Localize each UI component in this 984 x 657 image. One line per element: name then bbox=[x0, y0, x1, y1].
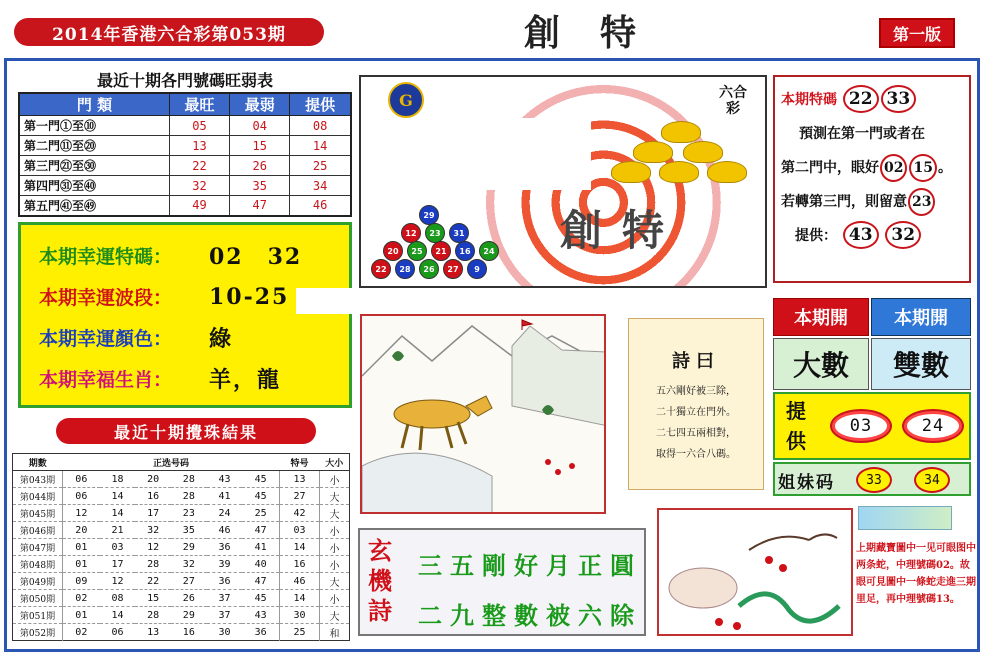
issue-cell: 第049期 bbox=[13, 573, 63, 590]
door-row bbox=[19, 196, 351, 216]
big-small-cell: 小 bbox=[320, 471, 350, 488]
number-cell: 14 bbox=[100, 607, 136, 624]
lottery-ball: 25 bbox=[407, 241, 427, 261]
big-small-cell: 大 bbox=[320, 505, 350, 522]
results-row bbox=[13, 505, 350, 522]
number-cell: 36 bbox=[207, 573, 243, 590]
big-small-cell: 和 bbox=[320, 624, 350, 641]
number-cell: 30 bbox=[207, 624, 243, 641]
number-cell: 13 bbox=[135, 624, 171, 641]
col-header: 最弱 bbox=[230, 93, 290, 116]
number-cell: 29 bbox=[171, 539, 207, 556]
lucky-row bbox=[39, 235, 331, 276]
col-header: 提供 bbox=[290, 93, 351, 116]
number-cell: 45 bbox=[242, 488, 279, 505]
door-cell-min: 47 bbox=[230, 196, 290, 216]
sister-code: 33 bbox=[856, 467, 892, 493]
results-row bbox=[13, 488, 350, 505]
number-cell: 35 bbox=[171, 522, 207, 539]
poem-title: 詩曰 bbox=[672, 351, 720, 372]
number-cell: 46 bbox=[207, 522, 243, 539]
special-number-cell: 30 bbox=[280, 607, 320, 624]
results-row bbox=[13, 624, 350, 641]
door-cell-label: 第三門㉑至㉚ bbox=[19, 156, 169, 176]
door-table bbox=[18, 92, 352, 217]
number-cell: 40 bbox=[242, 556, 279, 573]
number-cell: 20 bbox=[63, 522, 100, 539]
door-cell-prov: 34 bbox=[290, 176, 351, 196]
col-header: 特号 bbox=[280, 454, 320, 471]
number-cell: 45 bbox=[242, 471, 279, 488]
results-header bbox=[13, 454, 350, 471]
col-header: 正选号码 bbox=[63, 454, 280, 471]
big-small-cell: 小 bbox=[320, 556, 350, 573]
line-prefix: 第二門中，眼好 bbox=[781, 160, 879, 176]
provide-code-value: 03 bbox=[835, 414, 887, 438]
big-small-cell: 大 bbox=[320, 488, 350, 505]
page-title: 創特 bbox=[523, 11, 676, 54]
special-label: 本期特碼 bbox=[781, 92, 837, 108]
ox-painting bbox=[360, 314, 606, 514]
lottery-ball: 20 bbox=[383, 241, 403, 261]
banner-title: 創特 bbox=[560, 206, 685, 255]
issue-cell: 第052期 bbox=[13, 624, 63, 641]
number-cell: 01 bbox=[63, 607, 100, 624]
number-cell: 14 bbox=[100, 505, 136, 522]
number-cell: 37 bbox=[207, 590, 243, 607]
number-cell: 41 bbox=[242, 539, 279, 556]
number-cell: 28 bbox=[171, 471, 207, 488]
door-cell-label: 第五門㊶至㊾ bbox=[19, 196, 169, 216]
special-text-line bbox=[781, 151, 963, 185]
special-number-cell: 14 bbox=[280, 539, 320, 556]
results-row bbox=[13, 522, 350, 539]
results-row bbox=[13, 539, 350, 556]
number-cell: 20 bbox=[135, 471, 171, 488]
door-cell-min: 35 bbox=[230, 176, 290, 196]
number-cell: 39 bbox=[207, 556, 243, 573]
masked-area bbox=[386, 118, 591, 190]
gold-ingot bbox=[661, 121, 701, 143]
lucky-value: 綠 bbox=[209, 326, 234, 352]
door-table-header bbox=[19, 93, 351, 116]
provide-label: 提供： bbox=[795, 228, 837, 244]
logo-icon: G bbox=[388, 82, 424, 118]
provide-code bbox=[902, 409, 964, 443]
number-cell: 28 bbox=[171, 488, 207, 505]
number-cell: 27 bbox=[171, 573, 207, 590]
gold-ingot bbox=[707, 161, 747, 183]
number-cell: 03 bbox=[100, 539, 136, 556]
code-circle: 22 bbox=[843, 85, 879, 113]
lottery-ball: 9 bbox=[467, 259, 487, 279]
number-cell: 28 bbox=[135, 556, 171, 573]
results-row bbox=[13, 607, 350, 624]
number-cell: 25 bbox=[242, 505, 279, 522]
number-cell: 23 bbox=[171, 505, 207, 522]
special-provide-line bbox=[781, 219, 963, 253]
number-cell: 43 bbox=[242, 607, 279, 624]
special-number-cell: 27 bbox=[280, 488, 320, 505]
col-header: 大小 bbox=[320, 454, 350, 471]
number-cell: 15 bbox=[135, 590, 171, 607]
number-cell: 45 bbox=[242, 590, 279, 607]
col-header: 期數 bbox=[13, 454, 63, 471]
lucky-label: 本期幸福生肖： bbox=[39, 369, 173, 391]
lottery-ball: 21 bbox=[431, 241, 451, 261]
lucky-row bbox=[39, 276, 331, 317]
edition-badge: 第一版 bbox=[879, 18, 955, 48]
results-table bbox=[12, 453, 350, 641]
lottery-ball: 27 bbox=[443, 259, 463, 279]
door-cell-min: 26 bbox=[230, 156, 290, 176]
door-row bbox=[19, 136, 351, 156]
door-cell-max: 32 bbox=[169, 176, 229, 196]
stamp-image bbox=[858, 506, 952, 530]
special-text-line: 預測在第一門或者在 bbox=[799, 126, 925, 142]
provide-code bbox=[830, 409, 892, 443]
door-cell-max: 22 bbox=[169, 156, 229, 176]
mystery-label: 玄機詩 bbox=[368, 536, 392, 625]
door-cell-prov: 46 bbox=[290, 196, 351, 216]
number-cell: 28 bbox=[135, 607, 171, 624]
col-header: 門 類 bbox=[19, 93, 169, 116]
lottery-ball: 24 bbox=[479, 241, 499, 261]
issue-cell: 第051期 bbox=[13, 607, 63, 624]
number-cell: 08 bbox=[100, 590, 136, 607]
line-prefix: 若轉第三門，則留意 bbox=[781, 194, 907, 210]
poem-line: 五六剛好被三除， bbox=[656, 386, 736, 397]
poem-line: 二十獨立在門外。 bbox=[656, 407, 736, 418]
lucky-label: 本期幸運波段： bbox=[39, 287, 173, 309]
provide-code-value: 24 bbox=[907, 414, 959, 438]
big-small-cell: 小 bbox=[320, 590, 350, 607]
big-small-cell: 小 bbox=[320, 522, 350, 539]
door-row bbox=[19, 116, 351, 136]
code-circle: 23 bbox=[908, 188, 935, 216]
masked-strip bbox=[296, 288, 784, 314]
poem-scroll bbox=[628, 318, 764, 490]
door-cell-prov: 25 bbox=[290, 156, 351, 176]
odd-even-value: 雙數 bbox=[871, 338, 971, 390]
special-number-cell: 14 bbox=[280, 590, 320, 607]
lucky-value: 羊，龍 bbox=[209, 367, 282, 393]
special-code-panel bbox=[773, 75, 971, 283]
door-cell-prov: 08 bbox=[290, 116, 351, 136]
number-cell: 21 bbox=[100, 522, 136, 539]
number-cell: 09 bbox=[63, 573, 100, 590]
number-cell: 02 bbox=[63, 590, 100, 607]
door-cell-prov: 14 bbox=[290, 136, 351, 156]
odd-even-header: 本期開 bbox=[871, 298, 971, 336]
door-row bbox=[19, 176, 351, 196]
code-circle: 15 bbox=[909, 154, 936, 182]
lottery-ball: 29 bbox=[419, 205, 439, 225]
code-circle: 02 bbox=[880, 154, 907, 182]
number-cell: 01 bbox=[63, 539, 100, 556]
results-row bbox=[13, 590, 350, 607]
lucky-label: 本期幸運特碼： bbox=[39, 246, 173, 268]
special-number-cell: 25 bbox=[280, 624, 320, 641]
door-cell-min: 04 bbox=[230, 116, 290, 136]
special-number-cell: 03 bbox=[280, 522, 320, 539]
lottery-ball: 12 bbox=[401, 223, 421, 243]
special-number-cell: 46 bbox=[280, 573, 320, 590]
big-small-cell: 大 bbox=[320, 607, 350, 624]
number-cell: 06 bbox=[100, 624, 136, 641]
door-cell-max: 05 bbox=[169, 116, 229, 136]
number-cell: 24 bbox=[207, 505, 243, 522]
number-cell: 06 bbox=[63, 488, 100, 505]
number-cell: 12 bbox=[63, 505, 100, 522]
code-circle: 43 bbox=[843, 221, 879, 249]
big-small-cell: 大 bbox=[320, 573, 350, 590]
results-row bbox=[13, 556, 350, 573]
results-row bbox=[13, 573, 350, 590]
number-cell: 18 bbox=[100, 471, 136, 488]
number-cell: 06 bbox=[63, 471, 100, 488]
number-cell: 37 bbox=[207, 607, 243, 624]
issue-cell: 第043期 bbox=[13, 471, 63, 488]
number-cell: 32 bbox=[135, 522, 171, 539]
mystery-line: 二九整數被六除 bbox=[418, 601, 642, 630]
poem-line: 取得一六合八碼。 bbox=[656, 449, 736, 460]
lhc-label: 六合彩 bbox=[719, 85, 747, 117]
door-row bbox=[19, 156, 351, 176]
big-small-value: 大數 bbox=[773, 338, 869, 390]
results-row bbox=[13, 471, 350, 488]
issue-title: 2014年香港六合彩第053期 bbox=[14, 18, 324, 46]
door-cell-max: 49 bbox=[169, 196, 229, 216]
number-cell: 17 bbox=[135, 505, 171, 522]
issue-cell: 第046期 bbox=[13, 522, 63, 539]
big-small-cell: 小 bbox=[320, 539, 350, 556]
snake-sketch bbox=[657, 508, 853, 636]
door-table-title: 最近十期各門號碼旺弱表 bbox=[96, 71, 273, 90]
mystery-line: 三五剛好月正圓 bbox=[418, 551, 642, 580]
lucky-row bbox=[39, 317, 331, 358]
lottery-ball: 22 bbox=[371, 259, 391, 279]
number-cell: 12 bbox=[100, 573, 136, 590]
special-number-cell: 42 bbox=[280, 505, 320, 522]
door-cell-label: 第一門①至⑩ bbox=[19, 116, 169, 136]
big-small-header: 本期開 bbox=[773, 298, 869, 336]
number-cell: 16 bbox=[171, 624, 207, 641]
issue-cell: 第048期 bbox=[13, 556, 63, 573]
issue-cell: 第047期 bbox=[13, 539, 63, 556]
door-cell-label: 第四門㉛至㊵ bbox=[19, 176, 169, 196]
special-number-cell: 13 bbox=[280, 471, 320, 488]
number-cell: 01 bbox=[63, 556, 100, 573]
special-text-line bbox=[781, 185, 963, 219]
snake-sketch-icon bbox=[659, 510, 853, 636]
line-suffix: 。 bbox=[937, 160, 952, 176]
lucky-value: 02 32 bbox=[209, 244, 303, 270]
issue-cell: 第044期 bbox=[13, 488, 63, 505]
lucky-value: 10-25 bbox=[209, 283, 290, 310]
code-circle: 32 bbox=[885, 221, 921, 249]
number-cell: 26 bbox=[171, 590, 207, 607]
gold-ingot bbox=[683, 141, 723, 163]
lottery-ball: 31 bbox=[449, 223, 469, 243]
gold-ingot bbox=[659, 161, 699, 183]
gold-ingot bbox=[633, 141, 673, 163]
number-cell: 02 bbox=[63, 624, 100, 641]
lucky-box bbox=[18, 222, 352, 408]
col-header: 最旺 bbox=[169, 93, 229, 116]
ox-painting-icon bbox=[362, 316, 606, 514]
issue-cell: 第050期 bbox=[13, 590, 63, 607]
lottery-ball: 16 bbox=[455, 241, 475, 261]
number-cell: 16 bbox=[135, 488, 171, 505]
lottery-ball: 28 bbox=[395, 259, 415, 279]
lottery-ball: 23 bbox=[425, 223, 445, 243]
provide-label: 提供 bbox=[786, 399, 806, 453]
door-cell-max: 13 bbox=[169, 136, 229, 156]
number-cell: 22 bbox=[135, 573, 171, 590]
issue-cell: 第045期 bbox=[13, 505, 63, 522]
number-cell: 36 bbox=[242, 624, 279, 641]
number-cell: 47 bbox=[242, 573, 279, 590]
number-cell: 36 bbox=[207, 539, 243, 556]
previous-issue-note: 上期藏寶圖中一见可眼图中两条蛇，中理號碼02。故眼可見圖中一條蛇走進三期里足，再中理號碼13。 bbox=[856, 543, 976, 605]
number-cell: 47 bbox=[242, 522, 279, 539]
recent-results-title: 最近十期攪珠結果 bbox=[56, 418, 316, 444]
number-cell: 41 bbox=[207, 488, 243, 505]
sister-code: 34 bbox=[914, 467, 950, 493]
sister-code-label: 姐妹码 bbox=[778, 473, 835, 493]
gold-ingot bbox=[611, 161, 651, 183]
number-cell: 29 bbox=[171, 607, 207, 624]
code-circle: 33 bbox=[881, 85, 917, 113]
number-cell: 43 bbox=[207, 471, 243, 488]
lucky-row bbox=[39, 358, 331, 399]
number-cell: 12 bbox=[135, 539, 171, 556]
lucky-label: 本期幸運顏色： bbox=[39, 328, 173, 350]
number-cell: 17 bbox=[100, 556, 136, 573]
special-number-cell: 16 bbox=[280, 556, 320, 573]
special-line bbox=[781, 83, 963, 117]
door-cell-label: 第二門⑪至⑳ bbox=[19, 136, 169, 156]
door-cell-min: 15 bbox=[230, 136, 290, 156]
lottery-ball: 26 bbox=[419, 259, 439, 279]
number-cell: 32 bbox=[171, 556, 207, 573]
number-cell: 14 bbox=[100, 488, 136, 505]
poem-line: 二七四五兩相對， bbox=[656, 428, 736, 439]
